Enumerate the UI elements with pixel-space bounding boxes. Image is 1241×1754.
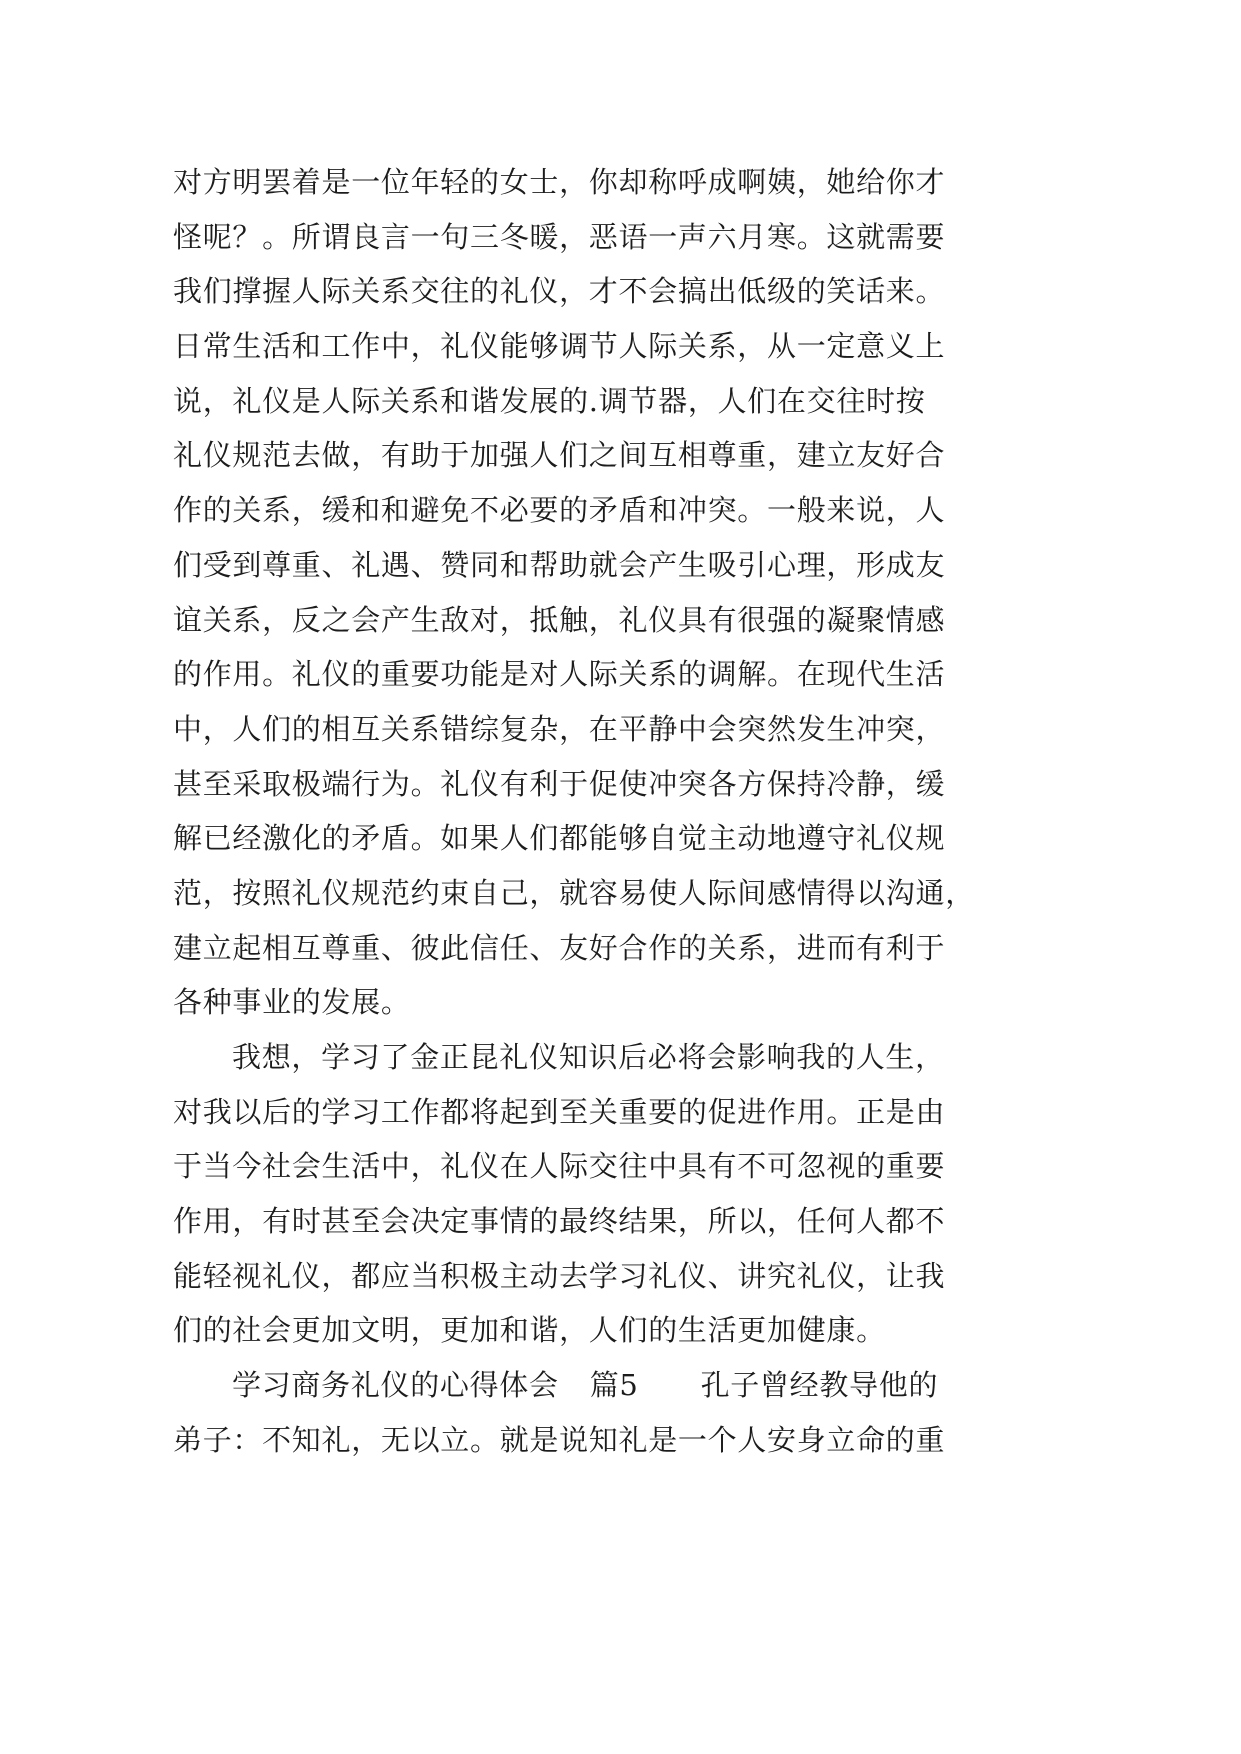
- text-line: 日常生活和工作中，礼仪能够调节人际关系，从一定意义上: [173, 329, 946, 364]
- section-title: 学习商务礼仪的心得体会: [232, 1368, 559, 1403]
- text-line: 弟子：不知礼，无以立。就是说知礼是一个人安身立命的重: [173, 1422, 946, 1457]
- text-segment: 孔子曾经教导他的: [700, 1368, 939, 1403]
- text-line: 我想，学习了金正昆礼仪知识后必将会影响我的人生，: [232, 1040, 945, 1074]
- body-text: [173, 155, 973, 1468]
- text-line: 礼仪规范去做，有助于加强人们之间互相尊重，建立友好合: [173, 438, 946, 473]
- text-line: 怪呢？。所谓良言一句三冬暖，恶语一声六月寒。这就需要: [173, 219, 946, 254]
- text-line: 谊关系，反之会产生敌对，抵触，礼仪具有很强的凝聚情感: [173, 602, 946, 637]
- text-line: 对方明罢着是一位年轻的女士，你却称呼成啊姨，她给你才: [173, 165, 946, 199]
- text-line: 建立起相互尊重、彼此信任、友好合作的关系，进而有利于: [173, 930, 946, 965]
- text-line: 能轻视礼仪，都应当积极主动去学习礼仪、讲究礼仪，让我: [173, 1258, 946, 1293]
- text-line: 们的社会更加文明，更加和谐，人们的生活更加健康。: [173, 1313, 886, 1348]
- text-line: 们受到尊重、礼遇、赞同和帮助就会产生吸引心理，形成友: [173, 547, 946, 582]
- paragraph-3: [173, 1358, 973, 1467]
- section-label: 篇5: [589, 1368, 639, 1403]
- text-line: 于当今社会生活中，礼仪在人际交往中具有不可忽视的重要: [173, 1149, 946, 1184]
- paragraph-2: [173, 1030, 973, 1358]
- text-line: 的作用。礼仪的重要功能是对人际关系的调解。在现代生活: [173, 657, 946, 692]
- text-line: 各种事业的发展。: [173, 985, 411, 1020]
- text-line: 作用，有时甚至会决定事情的最终结果，所以，任何人都不: [173, 1204, 946, 1239]
- text-line: 说，礼仪是人际关系和谐发展的.调节器，人们在交往时按: [173, 383, 926, 418]
- section-heading-line: [173, 1358, 973, 1413]
- text-line: 我们撑握人际关系交往的礼仪，才不会搞出低级的笑话来。: [173, 274, 946, 309]
- text-line: 作的关系，缓和和避免不必要的矛盾和冲突。一般来说，人: [173, 493, 946, 528]
- text-line: 解已经激化的矛盾。如果人们都能够自觉主动地遵守礼仪规: [173, 821, 946, 856]
- text-line: 范，按照礼仪规范约束自己，就容易使人际间感情得以沟通，: [173, 875, 975, 910]
- text-line: 中，人们的相互关系错综复杂，在平静中会突然发生冲突，: [173, 711, 946, 746]
- text-line: 对我以后的学习工作都将起到至关重要的促进作用。正是由: [173, 1094, 946, 1129]
- text-line: 甚至采取极端行为。礼仪有利于促使冲突各方保持冷静，缓: [173, 766, 946, 801]
- paragraph-1: [173, 155, 973, 1030]
